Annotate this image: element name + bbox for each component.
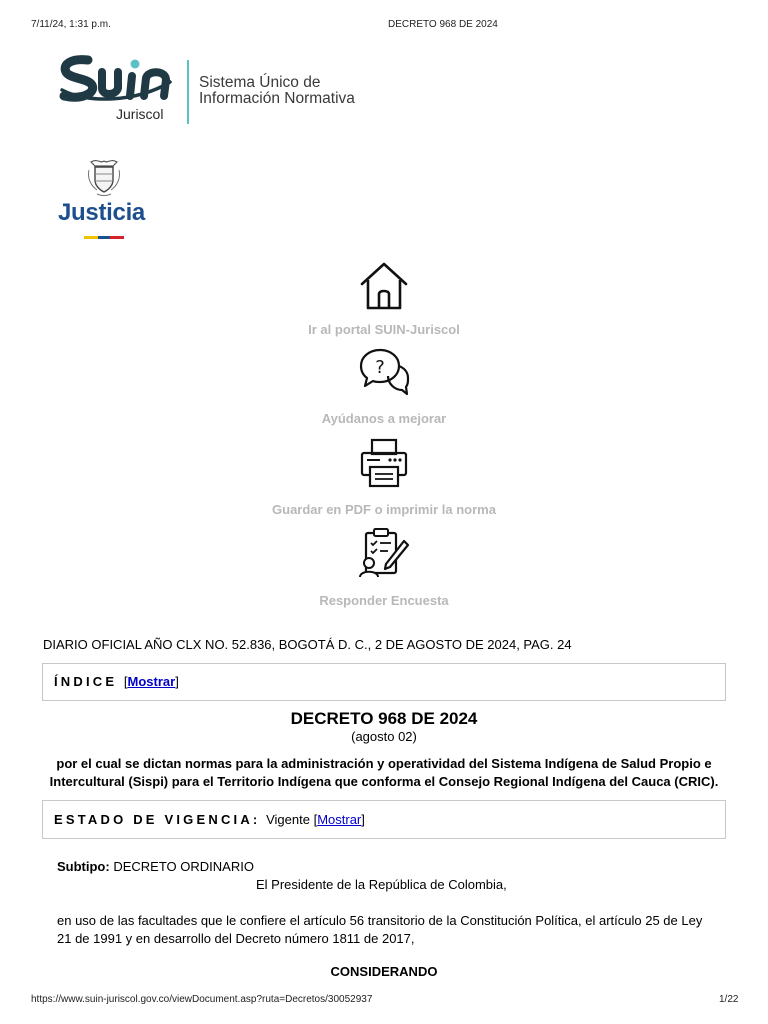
issuer-line: El Presidente de la República de Colombia, [256, 877, 507, 892]
logo-divider [187, 60, 189, 124]
print-link[interactable] [0, 437, 768, 517]
logo-tagline-line1: Sistema Único de [199, 74, 321, 91]
decree-title: DECRETO 968 DE 2024 [290, 709, 478, 728]
subtype-label: Subtipo: [57, 859, 110, 874]
print-url: https://www.suin-juriscol.gov.co/viewDocument.asp?ruta=Decretos/30052937 [31, 994, 373, 1005]
index-box: ÍNDICE [Mostrar] [42, 663, 726, 701]
print-page-number: 1/22 [719, 994, 739, 1005]
status-value: Vigente [266, 812, 310, 827]
decree-date: (agosto 02) [351, 729, 417, 744]
subtype-line [57, 859, 254, 874]
survey-link-label: Responder Encuesta [319, 593, 449, 608]
logo-tagline [199, 75, 355, 107]
svg-text:?: ? [375, 357, 385, 378]
logo-subbrand: Juriscol [116, 106, 164, 122]
flag-stripe [84, 236, 124, 239]
suin-logo-mark [58, 52, 176, 108]
justicia-logo [56, 154, 156, 244]
print-datetime: 7/11/24, 1:31 p.m. [31, 19, 111, 30]
powers-line-1: en uso de las facultades que le confiere el artículo 56 transitorio de la Constitución Política, el artículo 25 de Ley [57, 913, 703, 928]
coat-of-arms-icon [83, 156, 125, 198]
printer-icon [358, 437, 410, 489]
feedback-link[interactable] [0, 346, 768, 426]
subtype-value: DECRETO ORDINARIO [113, 859, 254, 874]
considering-heading: CONSIDERANDO [330, 964, 438, 979]
status-show-link[interactable]: Mostrar [317, 812, 362, 827]
survey-link[interactable] [0, 527, 768, 608]
survey-clipboard-icon [358, 527, 410, 579]
portal-link-label: Ir al portal SUIN-Juriscol [308, 322, 460, 337]
index-show-link[interactable]: Mostrar [127, 674, 176, 689]
portal-link[interactable] [0, 258, 768, 337]
logo-tagline-line2: Información Normativa [199, 90, 355, 107]
justicia-wordmark: Justicia [58, 199, 145, 226]
home-icon [358, 258, 410, 314]
suin-juriscol-logo[interactable] [58, 52, 378, 126]
question-chat-icon [358, 346, 410, 402]
status-label: ESTADO DE VIGENCIA: [54, 812, 261, 827]
print-header-title: DECRETO 968 DE 2024 [388, 19, 498, 30]
gazette-reference: DIARIO OFICIAL AÑO CLX NO. 52.836, BOGOTÁ D. C., 2 DE AGOSTO DE 2024, PAG. 24 [43, 637, 572, 652]
powers-line-2: 21 de 1991 y en desarrollo del Decreto número 1811 de 2017, [57, 931, 415, 946]
feedback-link-label: Ayúdanos a mejorar [321, 411, 447, 426]
status-box: ESTADO DE VIGENCIA: Vigente [Mostrar] [42, 800, 726, 839]
powers-paragraph [57, 912, 727, 948]
decree-summary: por el cual se dictan normas para la administración y operatividad del Sistema Indígena de Salud Propio e Intercultural (Sispi) para el Territorio Indígena que conforma el Consejo Regional Indígena del Cauca (CRIC). [49, 756, 719, 789]
print-link-label: Guardar en PDF o imprimir la norma [272, 502, 496, 517]
index-label: ÍNDICE [54, 674, 118, 689]
